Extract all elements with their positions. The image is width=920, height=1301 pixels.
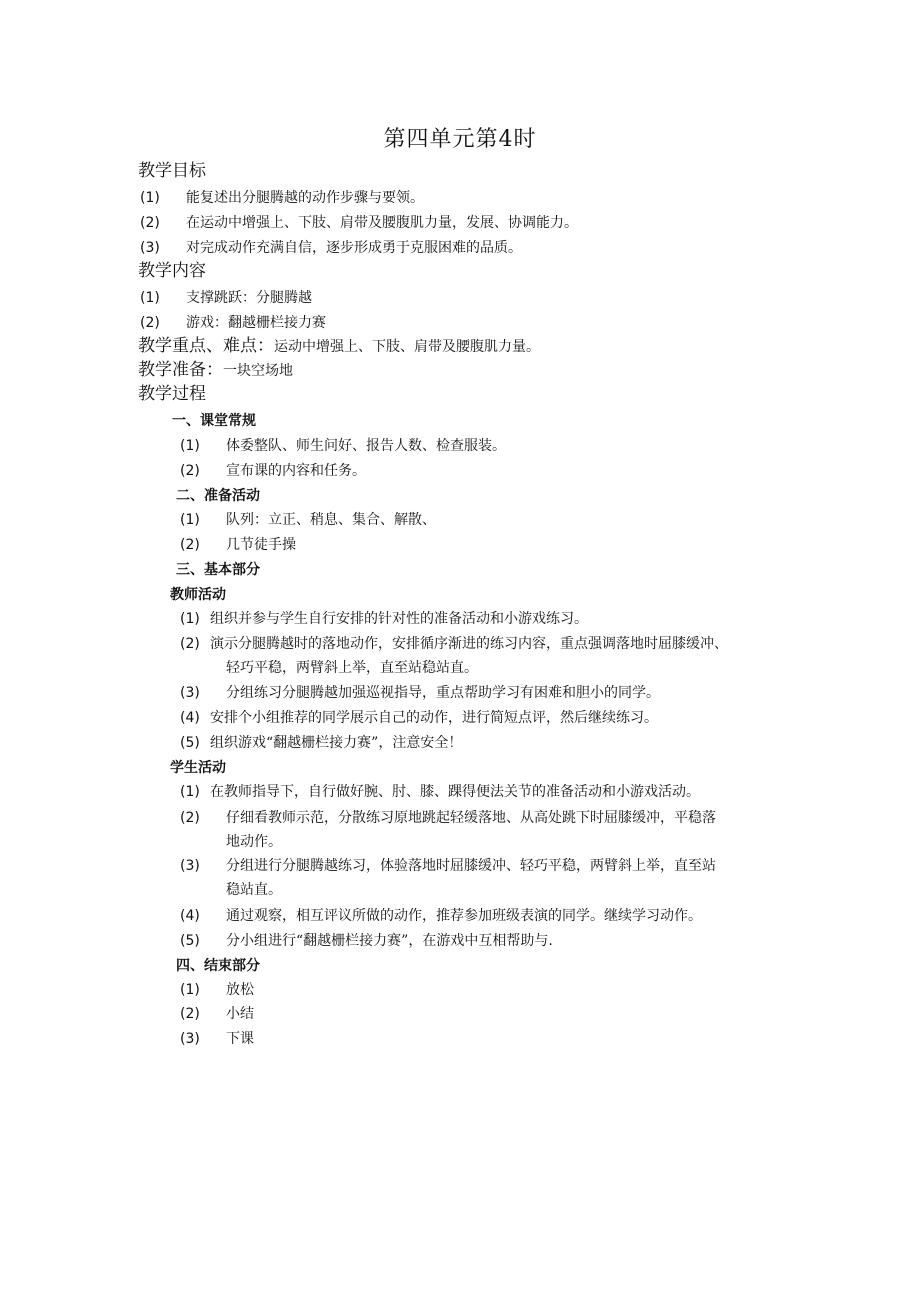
item-text: 分组进行分腿腾越练习，体验落地时屈膝缓冲、轻巧平稳，两臂斜上举，直至站 [226, 858, 716, 874]
student-item [180, 808, 716, 828]
student-item [180, 782, 700, 802]
item-text: 分组练习分腿腾越加强巡视指导，重点帮助学习有困难和胆小的同学。 [226, 685, 660, 701]
content-heading: 教学内容 [138, 261, 206, 281]
student-item [180, 931, 553, 951]
closing-heading: 四、结束部分 [176, 958, 260, 974]
preparation-text: 一块空场地 [223, 363, 293, 379]
teacher-item [180, 683, 660, 703]
keypoints-line [138, 336, 540, 357]
item-text: 仔细看教师示范，分散练习原地跳起轻缓落地、从高处跳下时屈膝缓冲，平稳落 [226, 810, 716, 826]
student-item [180, 906, 702, 926]
teacher-item [180, 708, 658, 728]
item-text: 体委整队、师生问好、报告人数、检查服装。 [226, 438, 506, 454]
item-number: (2) [180, 1006, 200, 1022]
routine-item [180, 436, 506, 456]
item-text: 能复述出分腿腾越的动作步骤与要领。 [186, 190, 424, 206]
student-heading: 学生活动 [170, 760, 226, 776]
item-text: 支撑跳跃：分腿腾越 [186, 290, 312, 306]
item-text: 放松 [226, 982, 254, 998]
keypoints-text: 运动中增强上、下肢、肩带及腰腹肌力量。 [274, 339, 540, 355]
student-item-continuation: 地动作。 [226, 834, 282, 850]
teacher-item [180, 609, 588, 629]
item-number: (2) [180, 463, 200, 479]
basic-heading: 三、基本部分 [176, 562, 260, 578]
item-number: (3) [180, 685, 200, 701]
item-text: 游戏：翻越栅栏接力赛 [186, 315, 326, 331]
student-item-continuation: 稳站直。 [226, 882, 282, 898]
warmup-item [180, 510, 436, 530]
item-text: 几节徒手操 [226, 537, 296, 553]
item-number: (3) [180, 858, 200, 874]
item-text: 演示分腿腾越时的落地动作，安排循序渐进的练习内容，重点强调落地时屈膝缓冲、 [210, 636, 728, 652]
item-number: (4) [180, 908, 200, 924]
routine-item [180, 461, 366, 481]
page-title: 第四单元第4时 [383, 127, 537, 152]
objective-item [140, 188, 424, 208]
item-number: (1) [140, 190, 160, 206]
content-item [140, 313, 326, 333]
item-number: (5) [180, 735, 200, 751]
objective-item [140, 238, 522, 258]
closing-item [180, 1029, 254, 1049]
item-text: 小结 [226, 1006, 254, 1022]
item-number: (2) [180, 537, 200, 553]
closing-item [180, 1004, 254, 1024]
objectives-heading: 教学目标 [138, 161, 206, 181]
item-text: 对完成动作充满自信，逐步形成勇于克服困难的品质。 [186, 240, 522, 256]
process-heading: 教学过程 [138, 384, 206, 404]
item-number: (1) [180, 611, 200, 627]
closing-item [180, 980, 254, 1000]
item-number: (4) [180, 710, 200, 726]
item-text: 在运动中增强上、下肢、肩带及腰腹肌力量，发展、协调能力。 [186, 215, 578, 231]
teacher-item [180, 634, 728, 654]
student-item [180, 856, 716, 876]
teacher-heading: 教师活动 [170, 587, 226, 603]
teacher-item [180, 733, 462, 753]
item-number: (2) [180, 636, 200, 652]
item-text: 通过观察，相互评议所做的动作，推荐参加班级表演的同学。继续学习动作。 [226, 908, 702, 924]
preparation-label: 教学准备： [138, 360, 223, 380]
objective-item [140, 213, 578, 233]
item-text: 组织并参与学生自行安排的针对性的准备活动和小游戏练习。 [210, 611, 588, 627]
item-text: 宣布课的内容和任务。 [226, 463, 366, 479]
item-text: 在教师指导下，自行做好腕、肘、膝、踝得便法关节的准备活动和小游戏活动。 [210, 784, 700, 800]
keypoints-label: 教学重点、难点： [138, 336, 274, 356]
item-text: 安排个小组推荐的同学展示自己的动作，进行简短点评，然后继续练习。 [210, 710, 658, 726]
item-text: 下课 [226, 1031, 254, 1047]
item-number: (2) [140, 315, 160, 331]
item-number: (5) [180, 933, 200, 949]
item-number: (1) [180, 438, 200, 454]
item-text: 队列：立正、稍息、集合、解散、 [226, 512, 436, 528]
item-number: (3) [180, 1031, 200, 1047]
preparation-line [138, 360, 293, 381]
item-number: (3) [140, 240, 160, 256]
warmup-heading: 二、准备活动 [176, 488, 260, 504]
teacher-item-continuation: 轻巧平稳，两臂斜上举，直至站稳站直。 [226, 660, 478, 676]
routine-heading: 一、课堂常规 [172, 413, 256, 429]
content-item [140, 288, 312, 308]
item-number: (1) [140, 290, 160, 306]
item-number: (2) [180, 810, 200, 826]
item-number: (1) [180, 784, 200, 800]
item-number: (1) [180, 512, 200, 528]
item-text: 分小组进行“翻越栅栏接力赛”，在游戏中互相帮助与. [226, 933, 553, 949]
item-text: 组织游戏“翻越栅栏接力赛”，注意安全！ [210, 735, 463, 751]
item-number: (2) [140, 215, 160, 231]
warmup-item [180, 535, 296, 555]
item-number: (1) [180, 982, 200, 998]
